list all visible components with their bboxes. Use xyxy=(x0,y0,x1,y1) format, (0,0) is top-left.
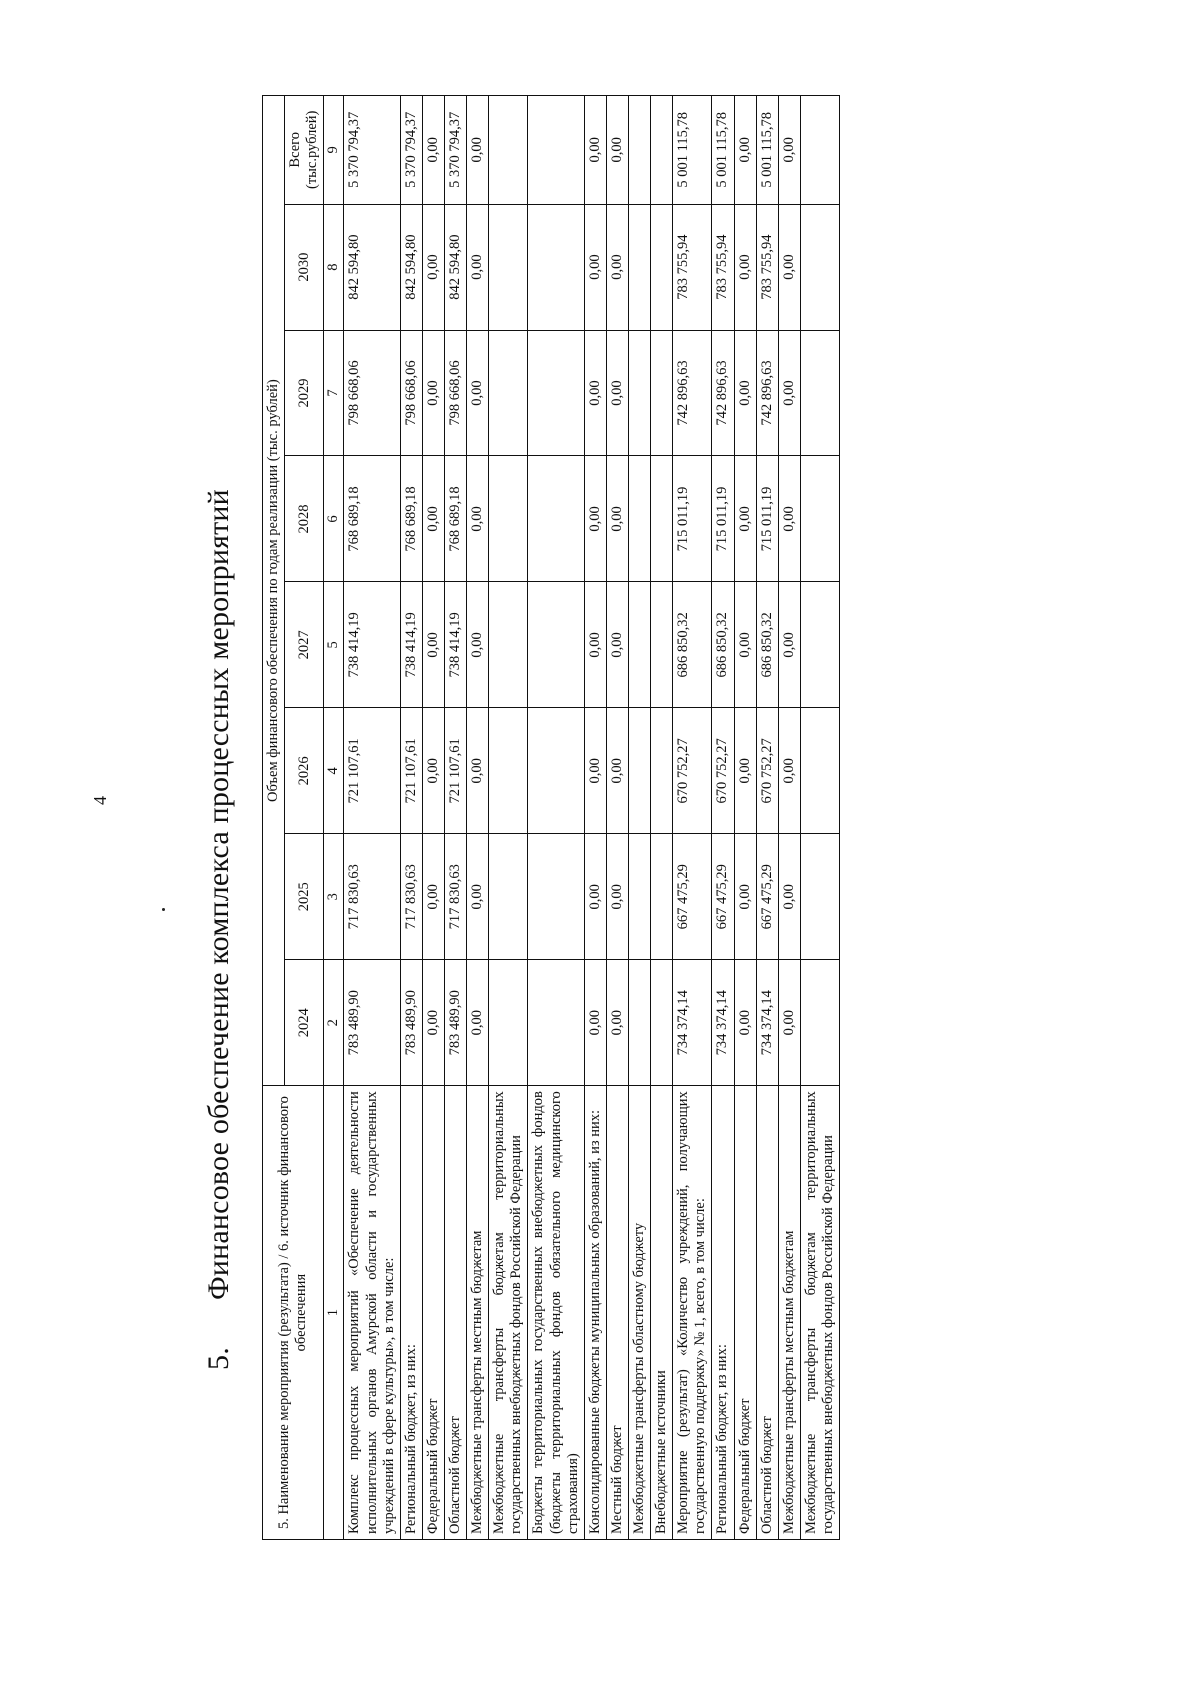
row-value-cell: 0,00 xyxy=(734,708,756,834)
row-value-cell: 0,00 xyxy=(467,582,489,708)
row-value-cell xyxy=(528,456,584,582)
row-value-cell: 0,00 xyxy=(584,834,606,960)
row-value-cell xyxy=(528,330,584,456)
row-value-cell: 798 668,06 xyxy=(400,330,422,456)
row-value-cell: 0,00 xyxy=(467,96,489,205)
table-row xyxy=(734,96,756,1540)
row-value-cell: 0,00 xyxy=(778,96,800,205)
row-value-cell: 0,00 xyxy=(606,582,628,708)
header-year: 2024 xyxy=(285,960,324,1086)
row-value-cell xyxy=(628,204,650,330)
financing-table xyxy=(262,95,840,1540)
row-value-cell: 0,00 xyxy=(606,456,628,582)
row-value-cell xyxy=(489,960,528,1086)
table-row xyxy=(584,96,606,1540)
row-value-cell: 742 896,63 xyxy=(673,330,712,456)
row-value-cell xyxy=(651,582,673,708)
row-value-cell xyxy=(528,834,584,960)
row-value-cell: 0,00 xyxy=(778,708,800,834)
row-value-cell: 0,00 xyxy=(778,204,800,330)
row-value-cell: 742 896,63 xyxy=(756,330,778,456)
table-row xyxy=(712,96,734,1540)
row-value-cell: 0,00 xyxy=(606,960,628,1086)
table-row xyxy=(756,96,778,1540)
row-value-cell: 686 850,32 xyxy=(712,582,734,708)
row-value-cell: 768 689,18 xyxy=(400,456,422,582)
row-value-cell xyxy=(800,96,839,205)
row-value-cell: 5 001 115,78 xyxy=(756,96,778,205)
row-value-cell: 670 752,27 xyxy=(673,708,712,834)
row-value-cell: 0,00 xyxy=(422,204,444,330)
table-row xyxy=(628,96,650,1540)
header-year: 2029 xyxy=(285,330,324,456)
row-value-cell xyxy=(800,834,839,960)
row-value-cell xyxy=(800,456,839,582)
row-value-cell: 734 374,14 xyxy=(756,960,778,1086)
row-value-cell: 738 414,19 xyxy=(344,582,400,708)
row-value-cell xyxy=(489,456,528,582)
row-value-cell: 842 594,80 xyxy=(344,204,400,330)
row-value-cell: 0,00 xyxy=(606,708,628,834)
row-value-cell: 721 107,61 xyxy=(400,708,422,834)
row-value-cell: 842 594,80 xyxy=(400,204,422,330)
row-value-cell: 0,00 xyxy=(584,960,606,1086)
row-source-name: Федеральный бюджет xyxy=(422,1086,444,1540)
row-value-cell: 0,00 xyxy=(584,456,606,582)
row-value-cell: 734 374,14 xyxy=(673,960,712,1086)
table-row xyxy=(400,96,422,1540)
row-value-cell xyxy=(528,960,584,1086)
section-heading xyxy=(202,489,236,1370)
row-value-cell xyxy=(800,204,839,330)
row-source-name: Мероприятие (результат) «Количество учреждений, получающих государственную поддержку» № 1, всего, в том числе: xyxy=(673,1086,712,1540)
row-value-cell: 0,00 xyxy=(584,582,606,708)
row-value-cell: 667 475,29 xyxy=(756,834,778,960)
column-index: 7 xyxy=(324,330,344,456)
table-row xyxy=(651,96,673,1540)
row-value-cell: 667 475,29 xyxy=(673,834,712,960)
header-year: 2026 xyxy=(285,708,324,834)
row-value-cell: 0,00 xyxy=(467,204,489,330)
row-value-cell xyxy=(628,582,650,708)
row-value-cell: 0,00 xyxy=(606,330,628,456)
row-value-cell: 5 370 794,37 xyxy=(344,96,400,205)
table-row xyxy=(778,96,800,1540)
header-year: 2027 xyxy=(285,582,324,708)
table-row xyxy=(344,96,400,1540)
table-row xyxy=(673,96,712,1540)
row-value-cell: 783 755,94 xyxy=(673,204,712,330)
row-source-name: Местный бюджет xyxy=(606,1086,628,1540)
header-year: 2030 xyxy=(285,204,324,330)
row-value-cell: 738 414,19 xyxy=(400,582,422,708)
row-value-cell: 0,00 xyxy=(584,708,606,834)
row-source-name: Консолидированные бюджеты муниципальных образований, из них: xyxy=(584,1086,606,1540)
row-value-cell: 717 830,63 xyxy=(444,834,466,960)
row-value-cell: 783 755,94 xyxy=(756,204,778,330)
row-value-cell: 0,00 xyxy=(467,960,489,1086)
scan-speck xyxy=(162,908,165,911)
row-value-cell: 721 107,61 xyxy=(344,708,400,834)
row-value-cell: 768 689,18 xyxy=(444,456,466,582)
row-value-cell: 0,00 xyxy=(422,456,444,582)
row-value-cell: 783 489,90 xyxy=(344,960,400,1086)
row-value-cell xyxy=(628,708,650,834)
row-value-cell xyxy=(628,834,650,960)
row-value-cell: 0,00 xyxy=(422,582,444,708)
row-value-cell: 0,00 xyxy=(778,582,800,708)
row-value-cell: 0,00 xyxy=(467,708,489,834)
row-value-cell: 670 752,27 xyxy=(756,708,778,834)
row-value-cell xyxy=(800,960,839,1086)
row-value-cell xyxy=(800,708,839,834)
row-value-cell: 0,00 xyxy=(778,960,800,1086)
row-value-cell: 0,00 xyxy=(467,456,489,582)
row-source-name: Межбюджетные трансферты бюджетам территориальных государственных внебюджетных фондов Российской Федерации xyxy=(800,1086,839,1540)
column-index: 6 xyxy=(324,456,344,582)
row-value-cell: 742 896,63 xyxy=(712,330,734,456)
row-value-cell xyxy=(489,834,528,960)
row-value-cell xyxy=(651,96,673,205)
row-value-cell: 0,00 xyxy=(734,456,756,582)
row-value-cell: 0,00 xyxy=(778,834,800,960)
row-value-cell: 0,00 xyxy=(584,204,606,330)
row-value-cell xyxy=(651,330,673,456)
row-value-cell xyxy=(489,96,528,205)
row-value-cell xyxy=(800,582,839,708)
row-value-cell: 783 755,94 xyxy=(712,204,734,330)
row-source-name: Межбюджетные трансферты бюджетам территориальных государственных внебюджетных фондов Российской Федерации xyxy=(489,1086,528,1540)
row-value-cell: 5 001 115,78 xyxy=(712,96,734,205)
table-row xyxy=(489,96,528,1540)
row-value-cell xyxy=(489,330,528,456)
row-value-cell: 670 752,27 xyxy=(712,708,734,834)
row-value-cell: 0,00 xyxy=(422,330,444,456)
table-row xyxy=(444,96,466,1540)
rotated-page-content xyxy=(170,57,1050,1560)
row-value-cell: 0,00 xyxy=(422,708,444,834)
row-value-cell xyxy=(628,330,650,456)
row-value-cell: 0,00 xyxy=(734,834,756,960)
row-source-name: Федеральный бюджет xyxy=(734,1086,756,1540)
row-value-cell: 768 689,18 xyxy=(344,456,400,582)
row-source-name: Комплекс процессных мероприятий «Обеспечение деятельности исполнительных органов Амурской области и государственных учреждений в сфере культуры», в том числе: xyxy=(344,1086,400,1540)
row-source-name: Межбюджетные трансферты местным бюджетам xyxy=(467,1086,489,1540)
table-row xyxy=(800,96,839,1540)
row-value-cell: 0,00 xyxy=(467,330,489,456)
column-index-row xyxy=(324,96,344,1540)
row-value-cell: 0,00 xyxy=(422,96,444,205)
header-total: Всего (тыс.рублей) xyxy=(285,96,324,205)
row-value-cell: 0,00 xyxy=(734,582,756,708)
header-funding-volume: Объем финансового обеспечения по годам реализации (тыс. рублей) xyxy=(263,96,285,1086)
row-value-cell xyxy=(528,582,584,708)
row-value-cell: 0,00 xyxy=(606,204,628,330)
row-value-cell: 0,00 xyxy=(422,960,444,1086)
row-value-cell: 842 594,80 xyxy=(444,204,466,330)
row-value-cell: 717 830,63 xyxy=(400,834,422,960)
row-source-name: Внебюджетные источники xyxy=(651,1086,673,1540)
row-value-cell: 686 850,32 xyxy=(756,582,778,708)
row-value-cell xyxy=(628,96,650,205)
row-value-cell: 0,00 xyxy=(422,834,444,960)
column-index: 3 xyxy=(324,834,344,960)
row-source-name: Региональный бюджет, из них: xyxy=(712,1086,734,1540)
row-value-cell: 798 668,06 xyxy=(444,330,466,456)
row-value-cell: 667 475,29 xyxy=(712,834,734,960)
row-value-cell: 738 414,19 xyxy=(444,582,466,708)
table-row xyxy=(606,96,628,1540)
row-value-cell xyxy=(528,708,584,834)
table-row xyxy=(422,96,444,1540)
column-index: 9 xyxy=(324,96,344,205)
row-value-cell xyxy=(489,708,528,834)
row-value-cell: 686 850,32 xyxy=(673,582,712,708)
row-value-cell xyxy=(528,204,584,330)
row-value-cell: 0,00 xyxy=(584,330,606,456)
row-value-cell: 715 011,19 xyxy=(673,456,712,582)
row-value-cell: 0,00 xyxy=(734,204,756,330)
row-value-cell: 783 489,90 xyxy=(400,960,422,1086)
row-value-cell: 798 668,06 xyxy=(344,330,400,456)
row-value-cell: 0,00 xyxy=(734,330,756,456)
row-value-cell: 734 374,14 xyxy=(712,960,734,1086)
row-value-cell xyxy=(528,96,584,205)
row-value-cell xyxy=(651,708,673,834)
row-value-cell xyxy=(628,960,650,1086)
row-value-cell xyxy=(628,456,650,582)
row-value-cell xyxy=(651,834,673,960)
row-value-cell: 783 489,90 xyxy=(444,960,466,1086)
header-year: 2028 xyxy=(285,456,324,582)
row-value-cell: 0,00 xyxy=(734,960,756,1086)
section-title: Финансовое обеспечение комплекса процессных мероприятий xyxy=(202,489,235,1300)
column-index: 5 xyxy=(324,582,344,708)
row-value-cell xyxy=(489,582,528,708)
row-value-cell: 0,00 xyxy=(734,96,756,205)
column-index: 4 xyxy=(324,708,344,834)
page-number: 4 xyxy=(90,796,110,805)
row-value-cell xyxy=(651,204,673,330)
table-row xyxy=(467,96,489,1540)
row-source-name: Областной бюджет xyxy=(444,1086,466,1540)
row-value-cell xyxy=(651,960,673,1086)
row-value-cell xyxy=(489,204,528,330)
row-value-cell: 721 107,61 xyxy=(444,708,466,834)
column-index: 1 xyxy=(324,1086,344,1540)
row-source-name: Областной бюджет xyxy=(756,1086,778,1540)
header-activity-name: 5. Наименование мероприятия (результата) / 6. источник финансового обеспечения xyxy=(263,1086,324,1540)
header-year: 2025 xyxy=(285,834,324,960)
row-source-name: Межбюджетные трансферты областному бюджету xyxy=(628,1086,650,1540)
row-value-cell xyxy=(800,330,839,456)
row-value-cell xyxy=(651,456,673,582)
row-value-cell: 715 011,19 xyxy=(712,456,734,582)
row-value-cell: 0,00 xyxy=(467,834,489,960)
row-value-cell: 715 011,19 xyxy=(756,456,778,582)
table-row xyxy=(528,96,584,1540)
row-source-name: Бюджеты территориальных государственных внебюджетных фондов (бюджеты территориальных фондов обязательного медицинского страхования) xyxy=(528,1086,584,1540)
row-source-name: Межбюджетные трансферты местным бюджетам xyxy=(778,1086,800,1540)
row-value-cell: 0,00 xyxy=(778,456,800,582)
row-value-cell: 5 370 794,37 xyxy=(400,96,422,205)
row-value-cell: 0,00 xyxy=(584,96,606,205)
section-number: 5. xyxy=(202,1347,235,1370)
row-value-cell: 0,00 xyxy=(606,834,628,960)
row-value-cell: 5 370 794,37 xyxy=(444,96,466,205)
row-source-name: Региональный бюджет, из них: xyxy=(400,1086,422,1540)
column-index: 2 xyxy=(324,960,344,1086)
row-value-cell: 0,00 xyxy=(778,330,800,456)
row-value-cell: 0,00 xyxy=(606,96,628,205)
table-body xyxy=(344,96,840,1540)
row-value-cell: 5 001 115,78 xyxy=(673,96,712,205)
column-index: 8 xyxy=(324,204,344,330)
row-value-cell: 717 830,63 xyxy=(344,834,400,960)
